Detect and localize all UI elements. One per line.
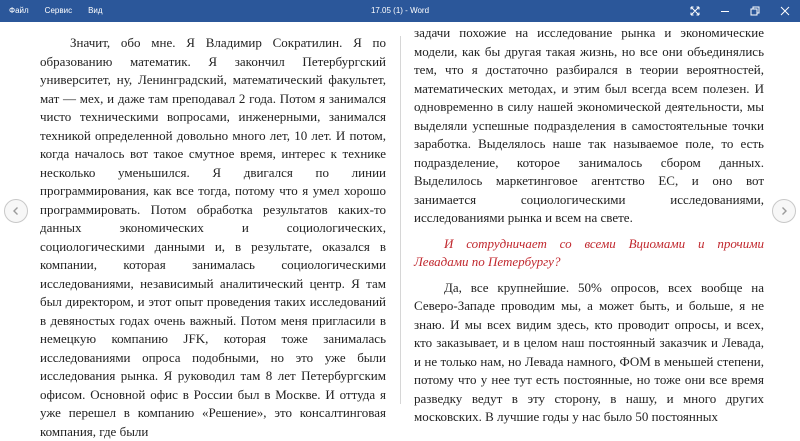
document-title: 17.05 (1) - Word (370, 6, 430, 15)
fullscreen-icon (690, 6, 700, 16)
interview-question: И сотрудничает со всеми Вциомами и прочими Левадами по Петербургу? (414, 235, 764, 269)
chevron-left-icon (11, 206, 21, 216)
close-icon (780, 6, 790, 16)
next-page-button[interactable] (772, 199, 796, 223)
minimize-icon (720, 6, 730, 16)
minimize-button[interactable] (710, 0, 740, 22)
menu-tools[interactable]: Сервис (44, 6, 73, 15)
restore-button[interactable] (740, 0, 770, 22)
left-paragraph: Значит, обо мне. Я Владимир Сократилин. Я по образованию математик. Я закончил Петербургский университет, ну, Ленинградский, математический факультет, мат — мех, и даже там преподавал 2 года. Потом я занимался чисто техническими вопросами, инженерными, занимался техникой определенной довольно много лет, 10 лет. И потом, когда началось вот такое смутное время, интерес к технике несколько уменьшился. Я двигался по линии программирования, как все тогда, потому что я умел хорошо программировать. Потом обработка результатов каких-то данных экономических и социологических, социологическими данными и, в результате, оказался в компании, которая занималась социологическими исследованиями, независимый аналитический центр. Я там был директором, и этот опыт проведения таких исследований в девяностых годах очень важный. Потом меня пригласили в немецкую компанию JFK, которая тоже занималась исследованиями опроса подобными, но это уже были исследования рынка. Я руководил там 8 лет Петербургским офисом. Основной офис в России был в Москве. И оттуда я уже перешел в компанию «Решение», это консалтинговая компания, где были (40, 35, 386, 439)
chevron-right-icon (779, 206, 789, 216)
menu-file[interactable]: Файл (9, 6, 29, 15)
previous-page-button[interactable] (4, 199, 28, 223)
window-controls (680, 0, 800, 22)
right-page (414, 24, 764, 427)
right-paragraph-1: задачи похожие на исследование рынка и экономические модели, как бы другая такая жизнь, но все они объединялись тем, что я достаточно разбирался в теории вероятностей, математических методах, и этим был всегда всем полезен. И одновременно в силу нашей экономической деятельности, мы выделяли успешные подразделения в самостоятельные точки заработка. Выделялось наше так называемое поле, то есть подразделение, которое занималось сбором данных. Выделилось маркетинговое агентство ЕС, и оно вот занимается социологическими исследованиями, исследованиями рынка и всем на свете. (414, 25, 764, 225)
menu-view[interactable]: Вид (88, 6, 103, 15)
right-paragraph-2: Да, все крупнейшие. 50% опросов, всех вообще на Северо-Западе проводим мы, а может быть, и больше, я не знаю. И мы всех видим здесь, кто проводит опросы, и всех, кто заказывает, и в целом наш постоянный заказчик и Левада, и не только нам, но Левада намного, ФОМ в меньшей степени, потому что у нее тут есть постоянные, но тоже они все время разведку ведут в эту сторону, в нашу, и много других московских. В лучшие годы у нас было 50 постоянных (414, 279, 764, 424)
fullscreen-button[interactable] (680, 0, 710, 22)
title-bar (0, 0, 800, 22)
left-page (40, 34, 386, 441)
restore-icon (750, 6, 760, 16)
page-divider (400, 36, 401, 404)
close-button[interactable] (770, 0, 800, 22)
